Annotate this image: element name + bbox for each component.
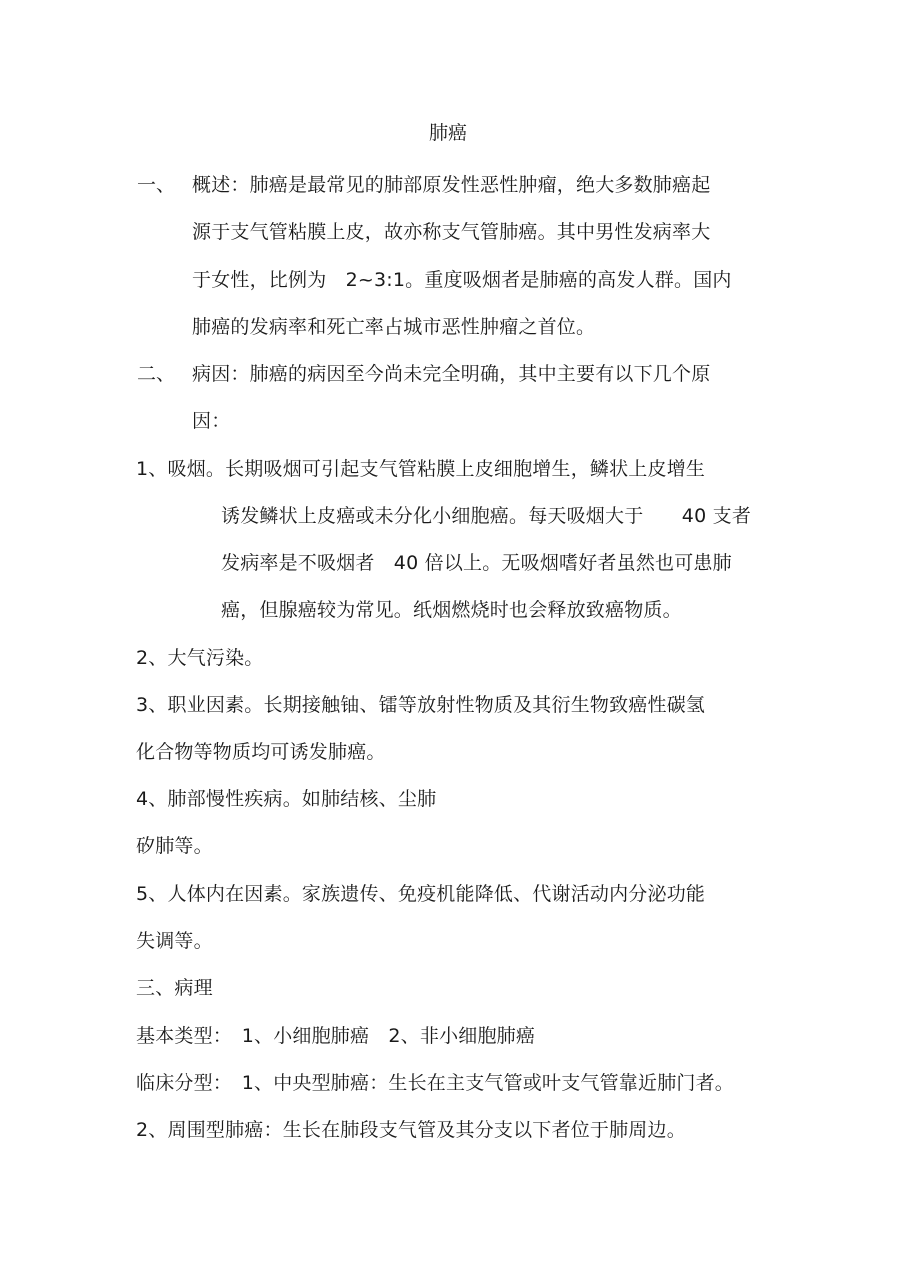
section-2-marker: 二、 [137, 363, 176, 385]
section-2-line-1: 病因：肺癌的病因至今尚未完全明确，其中主要有以下几个原 [192, 363, 711, 385]
clinical-types-line: 临床分型： 1、中央型肺癌：生长在主支气管或叶支气管靠近肺门者。 [136, 1072, 734, 1094]
cause-4-line-1: 4、肺部慢性疾病。如肺结核、尘肺 [136, 788, 437, 810]
basic-types-line: 基本类型： 1、小细胞肺癌 2、非小细胞肺癌 [136, 1025, 536, 1047]
section-1-line-3: 于女性，比例为 2~3:1。重度吸烟者是肺癌的高发人群。国内 [192, 269, 732, 291]
cause-2-line: 2、大气污染。 [136, 647, 264, 669]
section-2-line-2: 因： [192, 410, 231, 432]
cause-5-line-2: 失调等。 [136, 930, 213, 952]
cause-1-line-4: 癌，但腺癌较为常见。纸烟燃烧时也会释放致癌物质。 [221, 599, 682, 621]
document-title: 肺癌 [429, 122, 468, 144]
cause-1-line-1: 1、吸烟。长期吸烟可引起支气管粘膜上皮细胞增生，鳞状上皮增生 [136, 458, 706, 480]
section-1-line-2: 源于支气管粘膜上皮，故亦称支气管肺癌。其中男性发病率大 [192, 221, 711, 243]
cause-3-line-1: 3、职业因素。长期接触铀、镭等放射性物质及其衍生物致癌性碳氢 [136, 694, 706, 716]
section-3-heading: 三、病理 [136, 977, 213, 999]
clinical-type-2-line: 2、周围型肺癌：生长在肺段支气管及其分支以下者位于肺周边。 [136, 1119, 686, 1141]
section-1-line-1: 概述：肺癌是最常见的肺部原发性恶性肿瘤，绝大多数肺癌起 [192, 174, 711, 196]
cause-1-line-2: 诱发鳞状上皮癌或未分化小细胞癌。每天吸烟大于 40 支者 [221, 505, 752, 527]
cause-5-line-1: 5、人体内在因素。家族遗传、免疫机能降低、代谢活动内分泌功能 [136, 883, 706, 905]
section-1-marker: 一、 [137, 174, 176, 196]
section-1-line-4: 肺癌的发病率和死亡率占城市恶性肿瘤之首位。 [192, 316, 596, 338]
cause-3-line-2: 化合物等物质均可诱发肺癌。 [136, 741, 386, 763]
cause-1-line-3: 发病率是不吸烟者 40 倍以上。无吸烟嗜好者虽然也可患肺 [221, 552, 732, 574]
cause-4-line-2: 矽肺等。 [136, 835, 213, 857]
